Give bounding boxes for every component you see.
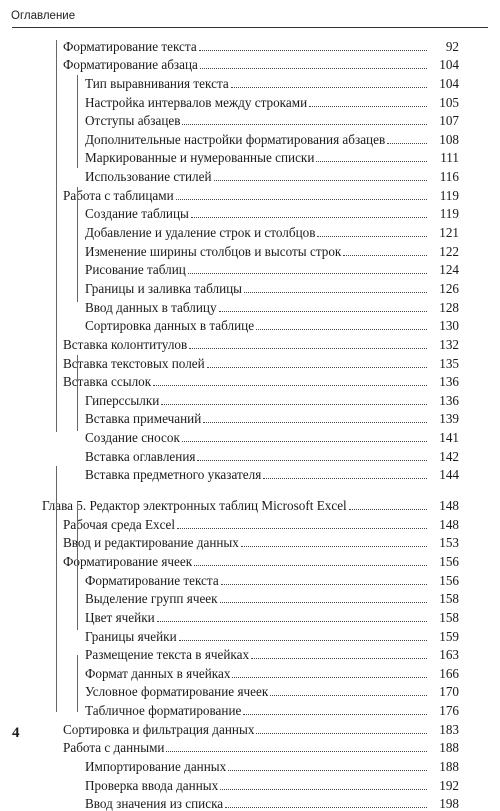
dot-leader (166, 750, 427, 752)
toc-entry (0, 445, 500, 464)
toc-entry (0, 110, 500, 129)
toc-entry-title: Изменение ширины столбцов и высоты строк (85, 243, 342, 259)
toc-entry-page: 188 (439, 740, 459, 756)
dot-leader (232, 676, 427, 678)
toc-entry-page: 136 (439, 392, 459, 408)
toc-entry (0, 147, 500, 166)
toc-entry (0, 259, 500, 278)
toc-entry (0, 774, 500, 793)
toc-entry (0, 662, 500, 681)
toc-entry-page: 105 (439, 94, 459, 110)
toc-entry-title: Границы и заливка таблицы (85, 280, 243, 296)
toc-entry-page: 116 (439, 169, 459, 185)
toc-entry (0, 755, 500, 774)
toc-entry-page: 176 (439, 703, 459, 719)
toc-entry-title: Дополнительные настройки форматирования абзацев (85, 131, 386, 147)
toc-entry-page: 136 (439, 374, 459, 390)
dot-leader (194, 564, 427, 566)
toc-entry-title: Форматирование текста (85, 572, 219, 588)
toc-entry-title: Вставка текстовых полей (63, 355, 205, 371)
toc-entry (0, 625, 500, 644)
toc-entry-page: 144 (439, 467, 459, 483)
toc-entry (0, 72, 500, 91)
toc-entry (0, 494, 500, 513)
toc-entry-title: Использование стилей (85, 169, 212, 185)
toc-entry (0, 737, 500, 756)
toc-entry (0, 165, 500, 184)
toc-entry (0, 569, 500, 588)
toc-entry-page: 130 (439, 318, 459, 334)
toc-entry-page: 198 (439, 796, 459, 811)
dot-leader (214, 179, 427, 181)
toc-entry-page: 183 (439, 721, 459, 737)
toc-entry-title: Настройка интервалов между строками (85, 94, 308, 110)
toc-entry-page: 122 (439, 243, 459, 259)
dot-leader (231, 86, 427, 88)
toc-entry (0, 203, 500, 222)
toc-entry (0, 91, 500, 110)
toc-entry-title: Маркированные и нумерованные списки (85, 150, 315, 166)
dot-leader (225, 806, 427, 808)
dot-leader (176, 198, 427, 200)
dot-leader (200, 67, 427, 69)
toc-entry-title: Вставка примечаний (85, 411, 202, 427)
toc-entry-title: Форматирование текста (63, 38, 197, 54)
dot-leader (317, 235, 427, 237)
dot-leader (316, 160, 427, 162)
toc-entry (0, 315, 500, 334)
dot-leader (263, 477, 427, 479)
dot-leader (256, 328, 427, 330)
dot-leader (244, 291, 427, 293)
dot-leader (387, 142, 427, 144)
toc-entry (0, 426, 500, 445)
toc-entry (0, 184, 500, 203)
toc-entry-title: Ввод значения из списка (85, 796, 224, 811)
toc-entry-page: 128 (439, 299, 459, 315)
toc-entry-title: Ввод данных в таблицу (85, 299, 217, 315)
toc-entry-title: Тип выравнивания текста (85, 75, 229, 91)
toc-entry (0, 550, 500, 569)
dot-leader (349, 508, 427, 510)
toc-entry-page: 107 (439, 113, 459, 129)
dot-leader (270, 694, 427, 696)
toc-entry-title: Создание таблицы (85, 206, 189, 222)
toc-entry (0, 588, 500, 607)
toc-entry (0, 389, 500, 408)
toc-entry-page: 188 (439, 758, 459, 774)
dot-leader (189, 347, 427, 349)
toc-entry-page: 153 (439, 535, 459, 551)
dot-leader (177, 527, 427, 529)
dot-leader (251, 657, 427, 659)
toc-entry-title: Цвет ячейки (85, 609, 155, 625)
toc-entry-page: 141 (439, 430, 459, 446)
toc-entry (0, 513, 500, 532)
toc-entry-title: Импортирование данных (85, 758, 227, 774)
toc-entry (0, 352, 500, 371)
toc-entry-title: Ввод и редактирование данных (63, 535, 239, 551)
dot-leader (199, 49, 427, 51)
dot-leader (256, 732, 427, 734)
toc-entry-page: 111 (440, 150, 459, 166)
dot-leader (153, 384, 427, 386)
toc-entry (0, 221, 500, 240)
toc-entry-page: 104 (439, 57, 459, 73)
header-rule (12, 27, 488, 28)
toc-entry-page: 148 (439, 516, 459, 532)
toc-entry-title: Создание сносок (85, 430, 180, 446)
toc-entry-page: 156 (439, 572, 459, 588)
toc-entry-title: Табличное форматирование (85, 703, 242, 719)
toc-entry-title: Рабочая среда Excel (63, 516, 176, 532)
toc-entry-title: Размещение текста в ячейках (85, 647, 250, 663)
dot-leader (228, 769, 427, 771)
toc-entry-page: 132 (439, 336, 459, 352)
toc-entry (0, 681, 500, 700)
toc-entry (0, 718, 500, 737)
toc-entry (0, 240, 500, 259)
dot-leader (207, 366, 427, 368)
dot-leader (203, 421, 427, 423)
dot-leader (241, 545, 427, 547)
toc-entry-title: Работа с данными (63, 740, 165, 756)
dot-leader (188, 272, 427, 274)
toc-entry-title: Вставка колонтитулов (63, 336, 188, 352)
toc-entry-title: Вставка ссылок (63, 374, 152, 390)
dot-leader (191, 216, 427, 218)
toc-entry-page: 119 (439, 206, 459, 222)
toc-entry-title: Сортировка и фильтрация данных (63, 721, 255, 737)
toc-entry (0, 699, 500, 718)
toc-entry-title: Работа с таблицами (63, 187, 174, 203)
toc-entry-page: 121 (439, 225, 459, 241)
running-title: Оглавление (11, 10, 76, 22)
dot-leader (161, 403, 427, 405)
toc-entry (0, 371, 500, 390)
toc-entry (0, 408, 500, 427)
toc-entry-title: Формат данных в ячейках (85, 665, 231, 681)
toc-entry-title: Добавление и удаление строк и столбцов (85, 225, 316, 241)
toc-entry-page: 148 (439, 498, 459, 514)
toc-entry-title: Вставка оглавления (85, 448, 196, 464)
toc-entry-title: Отступы абзацев (85, 113, 181, 129)
toc-entry-title: Гиперссылки (85, 392, 160, 408)
toc-entry-title: Рисование таблиц (85, 262, 186, 278)
dot-leader (309, 105, 427, 107)
toc-entry-page: 156 (439, 553, 459, 569)
toc-entry (0, 277, 500, 296)
toc-entry-page: 108 (439, 131, 459, 147)
dot-leader (197, 459, 427, 461)
toc-entry-page: 126 (439, 280, 459, 296)
toc-entry-page: 163 (439, 647, 459, 663)
dot-leader (179, 639, 427, 641)
toc-entry (0, 606, 500, 625)
toc-entry (0, 333, 500, 352)
dot-leader (182, 440, 427, 442)
toc-entry (0, 128, 500, 147)
toc-entry-page: 135 (439, 355, 459, 371)
dot-leader (243, 713, 427, 715)
toc-entry-page: 159 (439, 628, 459, 644)
toc-entry-title: Выделение групп ячеек (85, 591, 218, 607)
toc-entry-title: Форматирование абзаца (63, 57, 198, 73)
toc-entry (0, 54, 500, 73)
toc-entry (0, 532, 500, 551)
toc-entry (0, 296, 500, 315)
dot-leader (157, 620, 427, 622)
dot-leader (182, 123, 427, 125)
toc-entry-page: 166 (439, 665, 459, 681)
toc-entry-title: Границы ячейки (85, 628, 177, 644)
toc-entry-title: Проверка ввода данных (85, 777, 219, 793)
toc-entry-page: 124 (439, 262, 459, 278)
toc-entry-page: 139 (439, 411, 459, 427)
toc-entry-title: Вставка предметного указателя (85, 467, 262, 483)
page-number: 4 (12, 725, 20, 741)
dot-leader (219, 310, 427, 312)
toc-entry (0, 35, 500, 54)
dot-leader (221, 583, 427, 585)
toc-entry-title: Глава 5. Редактор электронных таблиц Microsoft Excel (42, 498, 347, 514)
toc-entry-page: 170 (439, 684, 459, 700)
toc-entry-page: 119 (439, 187, 459, 203)
toc-entry-title: Форматирование ячеек (63, 553, 193, 569)
toc-entry (0, 464, 500, 483)
dot-leader (343, 254, 427, 256)
toc-entry-page: 92 (445, 38, 459, 54)
toc-entry-page: 142 (439, 448, 459, 464)
toc-entry-page: 158 (439, 591, 459, 607)
toc-entry-title: Сортировка данных в таблице (85, 318, 255, 334)
dot-leader (220, 601, 427, 603)
toc-entry-page: 158 (439, 609, 459, 625)
toc-entry (0, 644, 500, 663)
toc-entry-page: 192 (439, 777, 459, 793)
toc-entry-page: 104 (439, 75, 459, 91)
dot-leader (220, 788, 427, 790)
table-of-contents (0, 35, 500, 811)
toc-entry (0, 793, 500, 811)
toc-entry-title: Условное форматирование ячеек (85, 684, 269, 700)
